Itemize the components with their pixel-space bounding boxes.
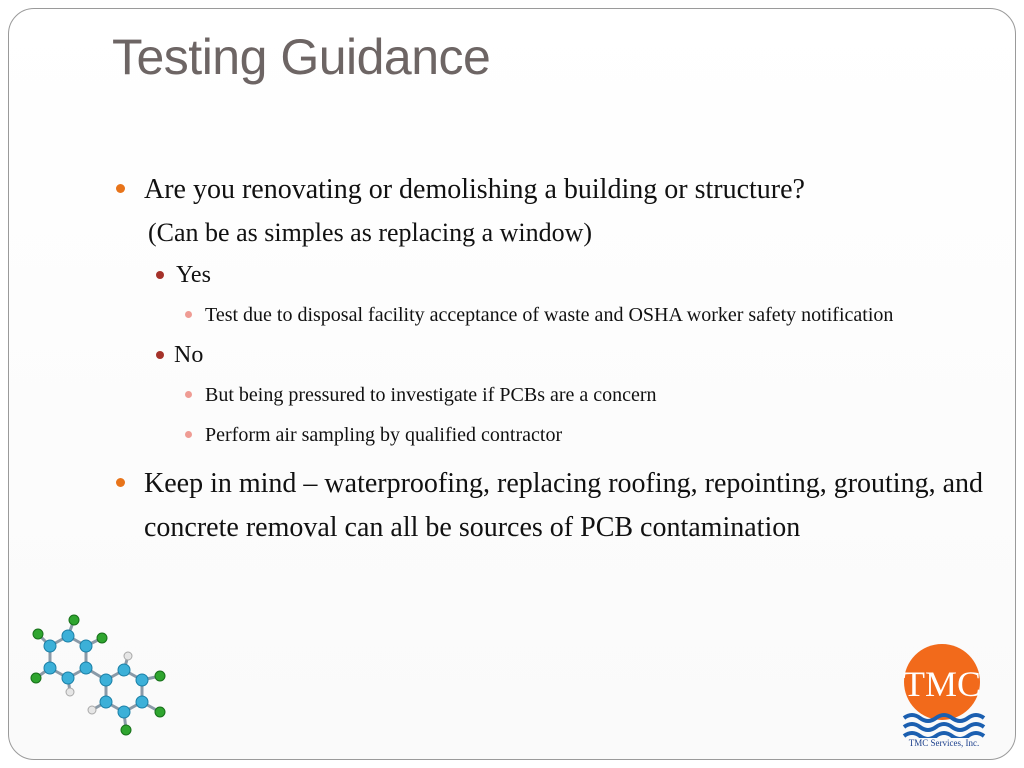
pcb-molecule-image <box>28 606 178 746</box>
slide-title: Testing Guidance <box>112 29 491 85</box>
logo-mark: TMC <box>902 664 982 704</box>
tmc-logo <box>896 640 992 752</box>
tmc-sun-waves-icon <box>896 640 992 738</box>
bullet-renovating-note: (Can be as simples as replacing a window) <box>148 218 593 247</box>
bullet-pressured: But being pressured to investigate if PCBs are a concern <box>110 378 990 412</box>
bullet-test-due: Test due to disposal facility acceptance of waste and OSHA worker safety notification <box>110 298 990 332</box>
bullet-keep-in-mind: Keep in mind – waterproofing, replacing roofing, repointing, grouting, and concrete removal can all be sources of PCB contamination <box>110 462 990 550</box>
bullet-air-sampling: Perform air sampling by qualified contractor <box>110 418 990 452</box>
bullet-renovating: Are you renovating or demolishing a building or structure? <box>110 168 990 212</box>
bullet-no: No <box>110 338 990 372</box>
bullet-yes: Yes <box>110 258 990 292</box>
logo-caption: TMC Services, Inc. <box>908 738 980 748</box>
slide-content <box>110 168 990 550</box>
